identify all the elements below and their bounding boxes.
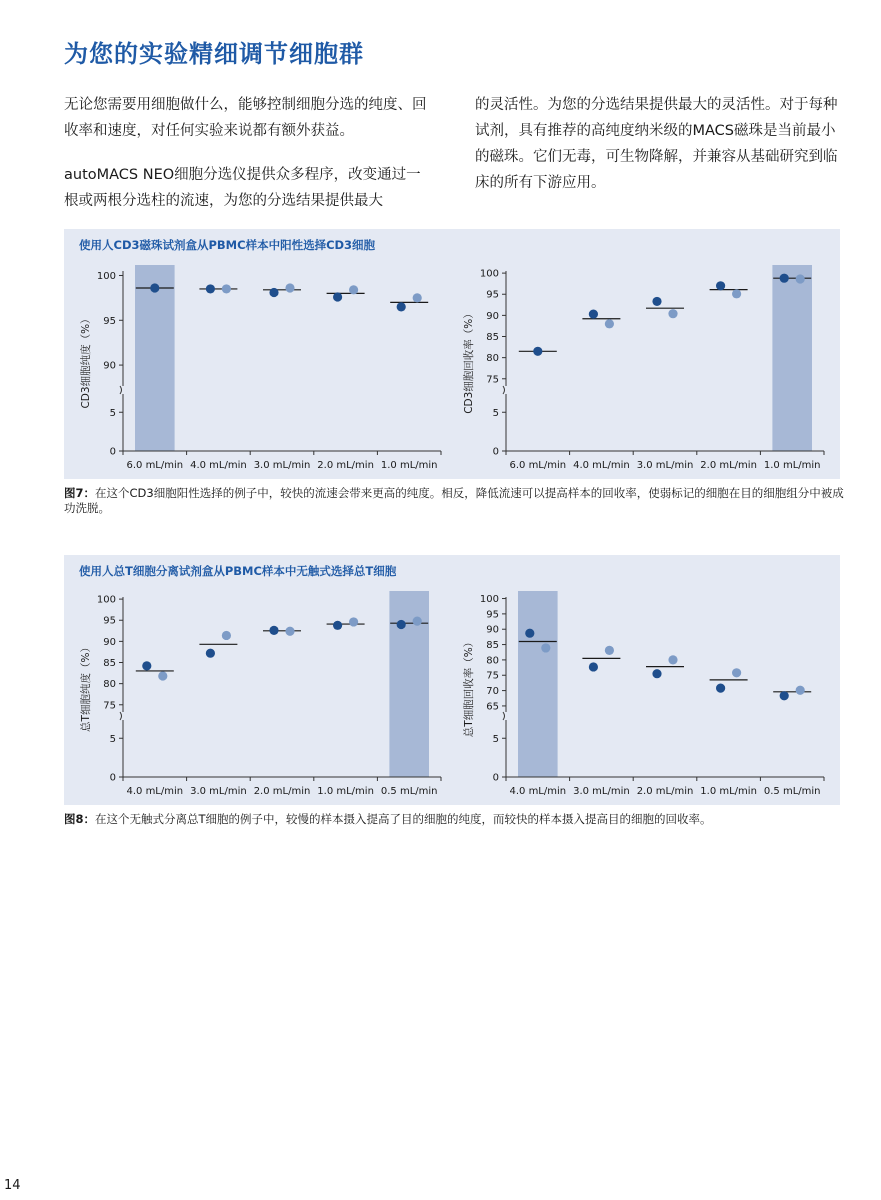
y-tick-label: 5 — [109, 733, 116, 745]
figure-8-charts — [64, 555, 840, 805]
x-tick-label: 4.0 mL/min — [509, 786, 567, 797]
page-title: 为您的实验精细调节细胞群 — [64, 40, 364, 68]
x-tick-label: 3.0 mL/min — [253, 460, 311, 471]
y-tick-label: 5 — [492, 407, 499, 419]
data-point-dark — [269, 288, 278, 297]
y-tick-label: 100 — [96, 270, 116, 282]
y-tick-label: 95 — [103, 315, 116, 327]
data-point-light — [413, 293, 422, 302]
y-tick-label: 80 — [486, 655, 499, 667]
y-tick-label: 0 — [109, 772, 116, 784]
highlight-bar — [772, 265, 812, 451]
y-tick-label: 80 — [486, 353, 499, 365]
y-tick-label: 90 — [486, 624, 499, 636]
data-point-light — [222, 631, 231, 640]
figure-8-panel — [64, 555, 840, 805]
y-tick-label: 5 — [109, 407, 116, 419]
x-tick-label: 4.0 mL/min — [573, 460, 630, 471]
total-t-purity-chart — [79, 591, 441, 797]
x-tick-label: 2.0 mL/min — [700, 460, 757, 471]
data-point-light — [796, 274, 805, 283]
figure-8-caption-label: 图8： — [64, 812, 96, 826]
y-tick-label: 0 — [492, 446, 499, 458]
x-tick-label: 1.0 mL/min — [380, 460, 438, 471]
y-tick-label: 90 — [103, 636, 116, 648]
y-tick-label: 85 — [486, 332, 499, 344]
data-point-light — [413, 616, 422, 625]
y-tick-label: 75 — [486, 670, 499, 682]
highlight-bar — [389, 591, 429, 777]
page-number: 14 — [4, 1178, 21, 1193]
x-tick-label: 1.0 mL/min — [700, 786, 757, 797]
data-point-light — [605, 319, 614, 328]
total-t-recovery-chart — [462, 591, 824, 797]
highlight-bar — [518, 591, 558, 777]
x-tick-label: 3.0 mL/min — [573, 786, 630, 797]
x-tick-label: 4.0 mL/min — [190, 460, 247, 471]
data-point-light — [158, 671, 167, 680]
y-tick-label: 90 — [486, 310, 499, 322]
data-point-dark — [269, 626, 278, 635]
data-point-light — [541, 643, 550, 652]
y-tick-label: 100 — [479, 594, 499, 606]
y-axis-label: CD3细胞回收率（%） — [463, 308, 475, 414]
y-tick-label: 95 — [103, 615, 116, 627]
y-axis-label: CD3细胞纯度（%） — [80, 313, 92, 409]
body-paragraph: 无论您需要用细胞做什么，能够控制细胞分选的纯度、回收率和速度，对任何实验来说都有额外获益。 — [64, 97, 427, 139]
x-tick-label: 0.5 mL/min — [763, 786, 821, 797]
data-point-dark — [533, 347, 542, 356]
y-tick-label: 75 — [103, 700, 116, 712]
body-paragraph: 的灵活性。为您的分选结果提供最大的灵活性。对于每种试剂，具有推荐的高纯度纳米级的MACS磁珠是当前最小的磁珠。它们无毒，可生物降解，并兼容从基础研究到临床的所有下游应用。 — [475, 97, 838, 191]
x-tick-label: 2.0 mL/min — [317, 460, 374, 471]
data-point-light — [349, 285, 358, 294]
x-tick-label: 2.0 mL/min — [636, 786, 694, 797]
data-point-dark — [525, 629, 534, 638]
data-point-dark — [150, 283, 159, 292]
data-point-dark — [333, 621, 342, 630]
data-point-dark — [589, 662, 598, 671]
data-point-dark — [652, 669, 661, 678]
cd3-recovery-chart — [462, 265, 824, 471]
body-text-left-column — [64, 92, 432, 232]
data-point-dark — [397, 620, 406, 629]
y-tick-label: 0 — [492, 772, 499, 784]
y-tick-label: 5 — [492, 733, 499, 745]
data-point-dark — [716, 281, 725, 290]
data-point-dark — [716, 684, 725, 693]
data-point-dark — [333, 292, 342, 301]
data-point-dark — [780, 691, 789, 700]
axis-break-mark — [120, 712, 122, 720]
y-tick-label: 80 — [103, 679, 116, 691]
y-axis-label: 总T细胞回收率（%） — [463, 636, 475, 738]
y-tick-label: 85 — [103, 658, 116, 670]
data-point-dark — [142, 661, 151, 670]
cd3-purity-chart — [79, 265, 441, 471]
figure-7-panel-title: 使用人CD3磁珠试剂盒从PBMC样本中阳性选择CD3细胞 — [79, 238, 376, 252]
data-point-light — [222, 284, 231, 293]
figure-8-caption — [64, 812, 844, 827]
data-point-dark — [397, 302, 406, 311]
figure-7-charts — [64, 229, 840, 479]
data-point-dark — [652, 297, 661, 306]
y-tick-label: 70 — [486, 686, 499, 698]
figure-7-caption-text: 在这个CD3细胞阳性选择的例子中，较快的流速会带来更高的纯度。相反，降低流速可以提高样本的回收率，使弱标记的细胞在目的细胞组分中被成功洗脱。 — [64, 486, 844, 515]
x-tick-label: 6.0 mL/min — [126, 460, 184, 471]
axis-break-mark — [503, 712, 505, 720]
data-point-light — [732, 668, 741, 677]
figure-8-panel-title: 使用人总T细胞分离试剂盒从PBMC样本中无触式选择总T细胞 — [79, 564, 397, 578]
x-tick-label: 0.5 mL/min — [380, 786, 438, 797]
figure-7-caption-label: 图7： — [64, 486, 96, 500]
data-point-light — [605, 646, 614, 655]
highlight-bar — [135, 265, 175, 451]
data-point-dark — [589, 310, 598, 319]
data-point-light — [285, 283, 294, 292]
y-tick-label: 95 — [486, 289, 499, 301]
data-point-light — [796, 686, 805, 695]
axis-break-mark — [503, 386, 505, 394]
x-tick-label: 4.0 mL/min — [126, 786, 184, 797]
data-point-dark — [206, 284, 215, 293]
data-point-dark — [780, 274, 789, 283]
y-tick-label: 100 — [479, 268, 499, 280]
y-tick-label: 100 — [96, 594, 116, 606]
figure-8-caption-text: 在这个无触式分离总T细胞的例子中，较慢的样本摄入提高了目的细胞的纯度，而较快的样本摄入提高目的细胞的回收率。 — [95, 812, 712, 826]
data-point-light — [732, 289, 741, 298]
x-tick-label: 1.0 mL/min — [763, 460, 821, 471]
x-tick-label: 3.0 mL/min — [636, 460, 694, 471]
body-paragraph: autoMACS NEO细胞分选仪提供众多程序，改变通过一根或两根分选柱的流速，为您的分选结果提供最大 — [64, 167, 421, 209]
y-tick-label: 95 — [486, 609, 499, 621]
body-text-right-column — [475, 92, 843, 214]
x-tick-label: 1.0 mL/min — [317, 786, 374, 797]
y-tick-label: 0 — [109, 446, 116, 458]
figure-7-caption — [64, 486, 844, 516]
axis-break-mark — [120, 386, 122, 394]
data-point-light — [349, 617, 358, 626]
x-tick-label: 2.0 mL/min — [253, 786, 311, 797]
y-tick-label: 90 — [103, 360, 116, 372]
data-point-light — [285, 627, 294, 636]
y-tick-label: 85 — [486, 640, 499, 652]
data-point-dark — [206, 649, 215, 658]
figure-7-panel — [64, 229, 840, 479]
y-tick-label: 75 — [486, 374, 499, 386]
data-point-light — [668, 309, 677, 318]
x-tick-label: 6.0 mL/min — [509, 460, 567, 471]
data-point-light — [668, 655, 677, 664]
x-tick-label: 3.0 mL/min — [190, 786, 247, 797]
y-axis-label: 总T细胞纯度（%） — [80, 642, 92, 732]
y-tick-label: 65 — [486, 701, 499, 713]
